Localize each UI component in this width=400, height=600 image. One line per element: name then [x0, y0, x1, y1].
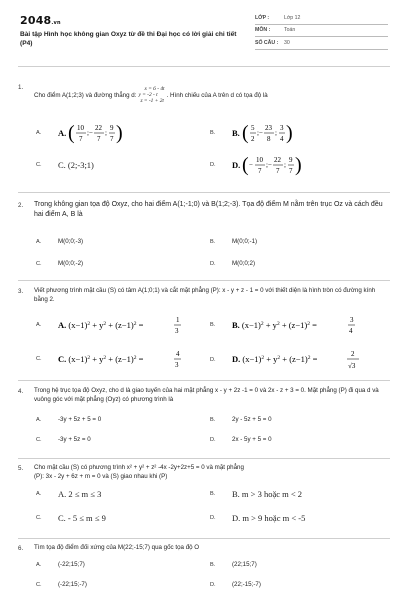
option-value: M(0;0;-1) [232, 238, 258, 245]
option-value: C. - 5 ≤ m ≤ 9 [58, 513, 106, 523]
svg-text:(: ( [242, 122, 249, 144]
option-label: B. [210, 416, 216, 423]
svg-text:5: 5 [251, 124, 255, 132]
meta-label: SỐ CÂU : [255, 39, 279, 46]
option-a[interactable] [36, 561, 85, 568]
section-divider [18, 380, 390, 381]
question-5 [18, 463, 390, 535]
svg-text:;−: ;− [87, 129, 93, 137]
option-letter: B. [232, 128, 240, 138]
option-b[interactable] [210, 312, 382, 338]
svg-text:): ) [116, 122, 123, 144]
option-c[interactable] [36, 260, 83, 267]
option-label: C. [36, 581, 42, 588]
svg-text:7: 7 [97, 135, 101, 143]
option-b[interactable] [210, 561, 257, 568]
option-d[interactable] [210, 260, 255, 267]
question-text [34, 463, 390, 481]
option-b-math [232, 120, 312, 146]
section-divider [18, 458, 390, 459]
svg-text:4: 4 [349, 327, 353, 335]
line-system [138, 86, 164, 104]
option-d[interactable] [210, 436, 272, 443]
option-d-math [232, 152, 322, 178]
option-c[interactable] [36, 581, 87, 588]
meta-value: Toán [284, 27, 296, 34]
option-b-math [232, 312, 382, 338]
option-label: A. [36, 238, 42, 245]
question-2 [18, 198, 390, 278]
option-label: C. [36, 436, 42, 443]
svg-text:3: 3 [175, 361, 179, 369]
meta-row-count [255, 37, 388, 50]
option-a-math [58, 120, 138, 146]
option-value: D. m > 9 hoặc m < -5 [232, 513, 306, 523]
svg-text:2: 2 [251, 135, 255, 143]
document-header [18, 12, 388, 58]
section-divider [18, 66, 390, 67]
section-divider [18, 192, 390, 193]
question-number: 4. [18, 388, 24, 395]
svg-text:): ) [286, 122, 293, 144]
option-letter: D. [232, 160, 241, 170]
meta-value: 30 [284, 39, 290, 46]
option-c[interactable] [36, 346, 208, 372]
svg-text:B. (x−1)2 + y2 + (z−1)2 =: B. $(x-1)^2 + y^2 + (z-1)^2$ = [232, 320, 317, 330]
svg-text:22: 22 [95, 124, 102, 132]
option-a[interactable] [36, 489, 101, 499]
option-b[interactable] [210, 238, 257, 245]
svg-text:3: 3 [175, 327, 179, 335]
logo-suffix: .vn [51, 20, 61, 26]
svg-text:;: ; [275, 129, 277, 137]
svg-text:(: ( [68, 122, 75, 144]
option-a[interactable] [36, 238, 83, 245]
svg-text:;−: ;− [266, 161, 272, 169]
option-label: C. [36, 260, 42, 267]
option-label: B. [210, 322, 216, 328]
option-label: D. [210, 581, 216, 588]
svg-text:23: 23 [265, 124, 272, 132]
svg-text:4: 4 [280, 135, 284, 143]
question-text: Tìm tọa độ điểm đối xứng của M(22;-15;7) qua gốc tọa độ O [34, 544, 200, 551]
svg-text:7: 7 [110, 135, 114, 143]
question-text-part: Cho điểm A(1;2;3) và đường thẳng d: [34, 91, 137, 99]
question-3 [18, 286, 390, 378]
option-value: M(0;0;-2) [58, 260, 84, 267]
svg-text:4: 4 [176, 350, 180, 358]
svg-text:1: 1 [176, 316, 180, 324]
option-label: B. [210, 238, 216, 245]
svg-text:9: 9 [289, 156, 293, 164]
option-d[interactable] [210, 513, 305, 523]
option-d[interactable] [210, 346, 382, 374]
svg-text:−: − [249, 161, 253, 169]
option-value: (-22;15;7) [58, 561, 85, 568]
question-text: Trong không gian tọa độ Oxyz, cho hai điểm A(1;-1;0) và B(1;2;-3). Tọa độ điểm M nằm trên trục Oz và cách đều hai điểm A, B là [34, 201, 383, 218]
option-label: C. [36, 356, 42, 362]
option-label: D. [210, 436, 216, 443]
option-value: (22;-15;-7) [232, 581, 261, 588]
option-letter: A. [58, 128, 67, 138]
option-c[interactable] [36, 436, 91, 443]
option-label: A. [36, 416, 42, 423]
option-label: D. [210, 260, 216, 267]
svg-text:10: 10 [77, 124, 84, 132]
option-c-math [58, 346, 208, 372]
option-d-math [232, 346, 382, 374]
svg-text:D. (x−1)2 + y2 + (z−1)2 =: D. $(x-1)^2 + y^2 + (z-1)^2$ = [232, 354, 318, 364]
svg-text:;−: ;− [257, 129, 263, 137]
option-a[interactable] [36, 416, 101, 423]
svg-text:8: 8 [267, 135, 271, 143]
question-number: 5. [18, 465, 24, 472]
svg-text:;: ; [105, 129, 107, 137]
svg-text:10: 10 [256, 156, 263, 164]
option-d[interactable] [210, 581, 261, 588]
question-text: Trong hệ trục tọa độ Oxyz, cho d là giao tuyến của hai mặt phẳng x - y + 2z -1 = 0 và 2x - z + 3 = 0. Mặt phẳng (P) đi qua d và vuông góc với mặt phẳng (Oyz) có phương trình là [34, 387, 379, 403]
meta-row-class [255, 12, 388, 25]
option-value: (22;15;7) [232, 561, 257, 568]
option-value: A. 2 ≤ m ≤ 3 [58, 489, 102, 499]
option-label: B. [210, 130, 216, 136]
option-d[interactable] [210, 152, 322, 178]
option-a[interactable] [36, 120, 138, 146]
option-value: -3y + 5z = 0 [58, 436, 91, 443]
question-6 [18, 543, 390, 600]
svg-text:7: 7 [258, 167, 262, 175]
option-label: C. [36, 515, 42, 521]
option-label: D. [210, 357, 216, 363]
option-a[interactable] [36, 312, 208, 338]
option-label: A. [36, 561, 42, 568]
option-label: D. [210, 162, 216, 168]
question-text: Viết phương trình mặt cầu (S) có tâm A(1;0;1) và cắt mặt phẳng (P): x - y + z - 1 = 0 với thiết diện là hình tròn có đường kính bằng 2. [34, 287, 376, 303]
option-value: M(0;0;-3) [58, 238, 84, 245]
svg-text:7: 7 [79, 135, 83, 143]
option-value: 2x - 5y + 5 = 0 [232, 436, 272, 443]
svg-text:7: 7 [289, 167, 293, 175]
option-value: -3y + 5z + 5 = 0 [58, 416, 102, 423]
question-number: 1. [18, 84, 24, 91]
site-logo[interactable] [20, 14, 61, 27]
meta-label: LỚP : [255, 14, 270, 21]
option-value: 2y - 5z + 5 = 0 [232, 416, 272, 423]
option-label: A. [36, 130, 42, 136]
question-number: 2. [18, 202, 24, 209]
svg-text:9: 9 [110, 124, 114, 132]
svg-text:(: ( [242, 154, 249, 176]
option-b[interactable] [210, 120, 312, 146]
option-b[interactable] [210, 416, 272, 423]
question-text-line: (P): 3x - 2y + 6z + m = 0 và (S) giao nhau khi (P) [34, 473, 168, 480]
option-label: A. [36, 322, 42, 328]
option-c[interactable] [36, 160, 94, 170]
question-text-part: . Hình chiếu của A trên d có tọa độ là [166, 91, 268, 99]
option-label: A. [36, 491, 42, 497]
svg-text:A. (x−1)2 + y2 + (z−1)2 =: A. $(x-1)^2 + y^2 + (z-1)^2$ = [58, 320, 144, 330]
question-1 [18, 80, 390, 190]
svg-text:2: 2 [351, 350, 355, 358]
svg-text:7: 7 [276, 167, 280, 175]
system-eq: z = -1 + 2t [140, 98, 164, 104]
option-label: B. [210, 561, 216, 568]
option-c[interactable] [36, 513, 106, 523]
option-value: C. (2;-3;1) [58, 160, 94, 170]
section-divider [18, 538, 390, 539]
svg-text:3: 3 [280, 124, 284, 132]
option-a-math [58, 312, 208, 338]
question-text-line: Cho mặt cầu (S) có phương trình x² + y² + z² -4x -2y+2z+5 = 0 và mặt phẳng [34, 464, 244, 471]
option-label: D. [210, 515, 216, 521]
svg-text:22: 22 [274, 156, 281, 164]
question-number: 6. [18, 545, 24, 552]
logo-text: 2048 [20, 14, 52, 27]
svg-text:3: 3 [350, 316, 354, 324]
svg-text:;: ; [284, 161, 286, 169]
section-divider [18, 280, 390, 281]
question-text [34, 84, 390, 106]
question-4 [18, 386, 390, 458]
page-title: Bài tập Hình học không gian Oxyz từ đề thi Đại học có lời giải chi tiết (P4) [20, 31, 237, 47]
meta-label: MÔN : [255, 27, 271, 34]
meta-row-subject [255, 25, 388, 38]
option-value: B. m > 3 hoặc m < 2 [232, 489, 303, 499]
option-label: B. [210, 491, 216, 497]
svg-text:): ) [295, 154, 302, 176]
meta-table [255, 12, 388, 50]
option-value: (-22;15;-7) [58, 581, 87, 588]
system-eq: y = -2 - t [138, 92, 158, 98]
question-number: 3. [18, 288, 24, 295]
option-value: M(0;0;2) [232, 260, 256, 267]
system-eq: x = 6 - 4t [144, 86, 165, 92]
svg-text:√3: √3 [348, 362, 356, 370]
option-label: C. [36, 162, 42, 168]
meta-value: Lớp 12 [284, 14, 301, 21]
option-b[interactable] [210, 489, 302, 499]
svg-text:C. (x−1)2 + y2 + (z−1)2 =: C. $(x-1)^2 + y^2 + (z-1)^2$ = [58, 354, 144, 364]
